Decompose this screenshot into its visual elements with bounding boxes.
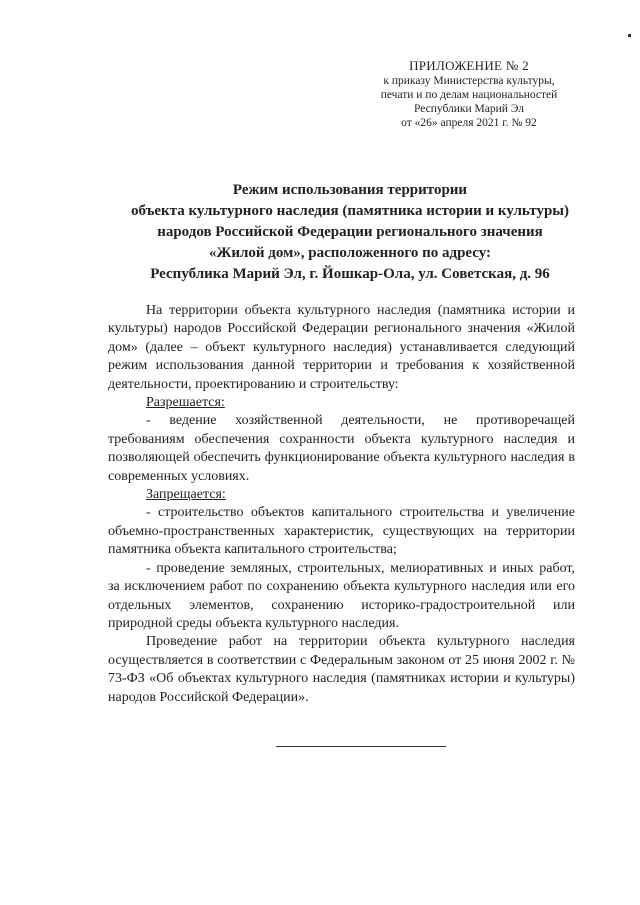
- allowed-heading: Разрешается:: [146, 395, 225, 411]
- forbidden-item-1: - строительство объектов капитального строительства и увеличение объемно-пространственных характеристик, существующих на территории памятника объекта капитального строительства;: [108, 505, 575, 558]
- closing-paragraph: Проведение работ на территории объекта культурного наследия осуществляется в соответствии с Федеральным законом от 25 июня 2002 г. № 73-ФЗ «Об объектах культурного наследия (памятниках истории и культуры) народов Российской Федерации».: [108, 634, 575, 705]
- appendix-number: ПРИЛОЖЕНИЕ № 2: [409, 58, 529, 73]
- scan-speck: [628, 34, 631, 37]
- title-line-2: объекта культурного наследия (памятника истории и культуры): [130, 203, 569, 219]
- appendix-line-2: к приказу Министерства культуры,: [383, 75, 555, 87]
- forbidden-heading: Запрещается:: [146, 487, 226, 503]
- title-line-3: народов Российской Федерации регионального значения: [157, 224, 543, 240]
- document-title: [70, 180, 630, 285]
- title-line-4: «Жилой дом», расположенного по адресу:: [208, 245, 492, 261]
- appendix-line-4: Республики Марий Эл: [413, 103, 524, 115]
- title-line-5: Республика Марий Эл, г. Йошкар-Ола, ул. Советская, д. 96: [150, 266, 550, 282]
- allowed-item: - ведение хозяйственной деятельности, не противоречащей требованиям обеспечения сохранности объекта культурного наследия и позволяющей обеспечить функционирование объекта культурного наследия в современных условиях.: [108, 413, 575, 484]
- closing-rule: [276, 746, 446, 747]
- appendix-header: [360, 58, 578, 130]
- forbidden-item-2: - проведение земляных, строительных, мелиоративных и иных работ, за исключением работ по сохранению объекта культурного наследия или его отдельных элементов, сохранению историко-градостроительной или природной среды объекта культурного наследия.: [108, 560, 575, 631]
- appendix-line-5: от «26» апреля 2021 г. № 92: [401, 117, 537, 129]
- intro-paragraph: На территории объекта культурного наследия (памятника истории и культуры) народов Российской Федерации регионального значения «Жилой дом» (далее – объект культурного наследия) устанавливается следующий режим использования данной территории и требования к хозяйственной деятельности, проектированию и строительству:: [108, 303, 575, 392]
- document-body: [108, 302, 575, 707]
- appendix-line-3: печати и по делам национальностей: [380, 89, 558, 101]
- title-line-1: Режим использования территории: [232, 182, 468, 198]
